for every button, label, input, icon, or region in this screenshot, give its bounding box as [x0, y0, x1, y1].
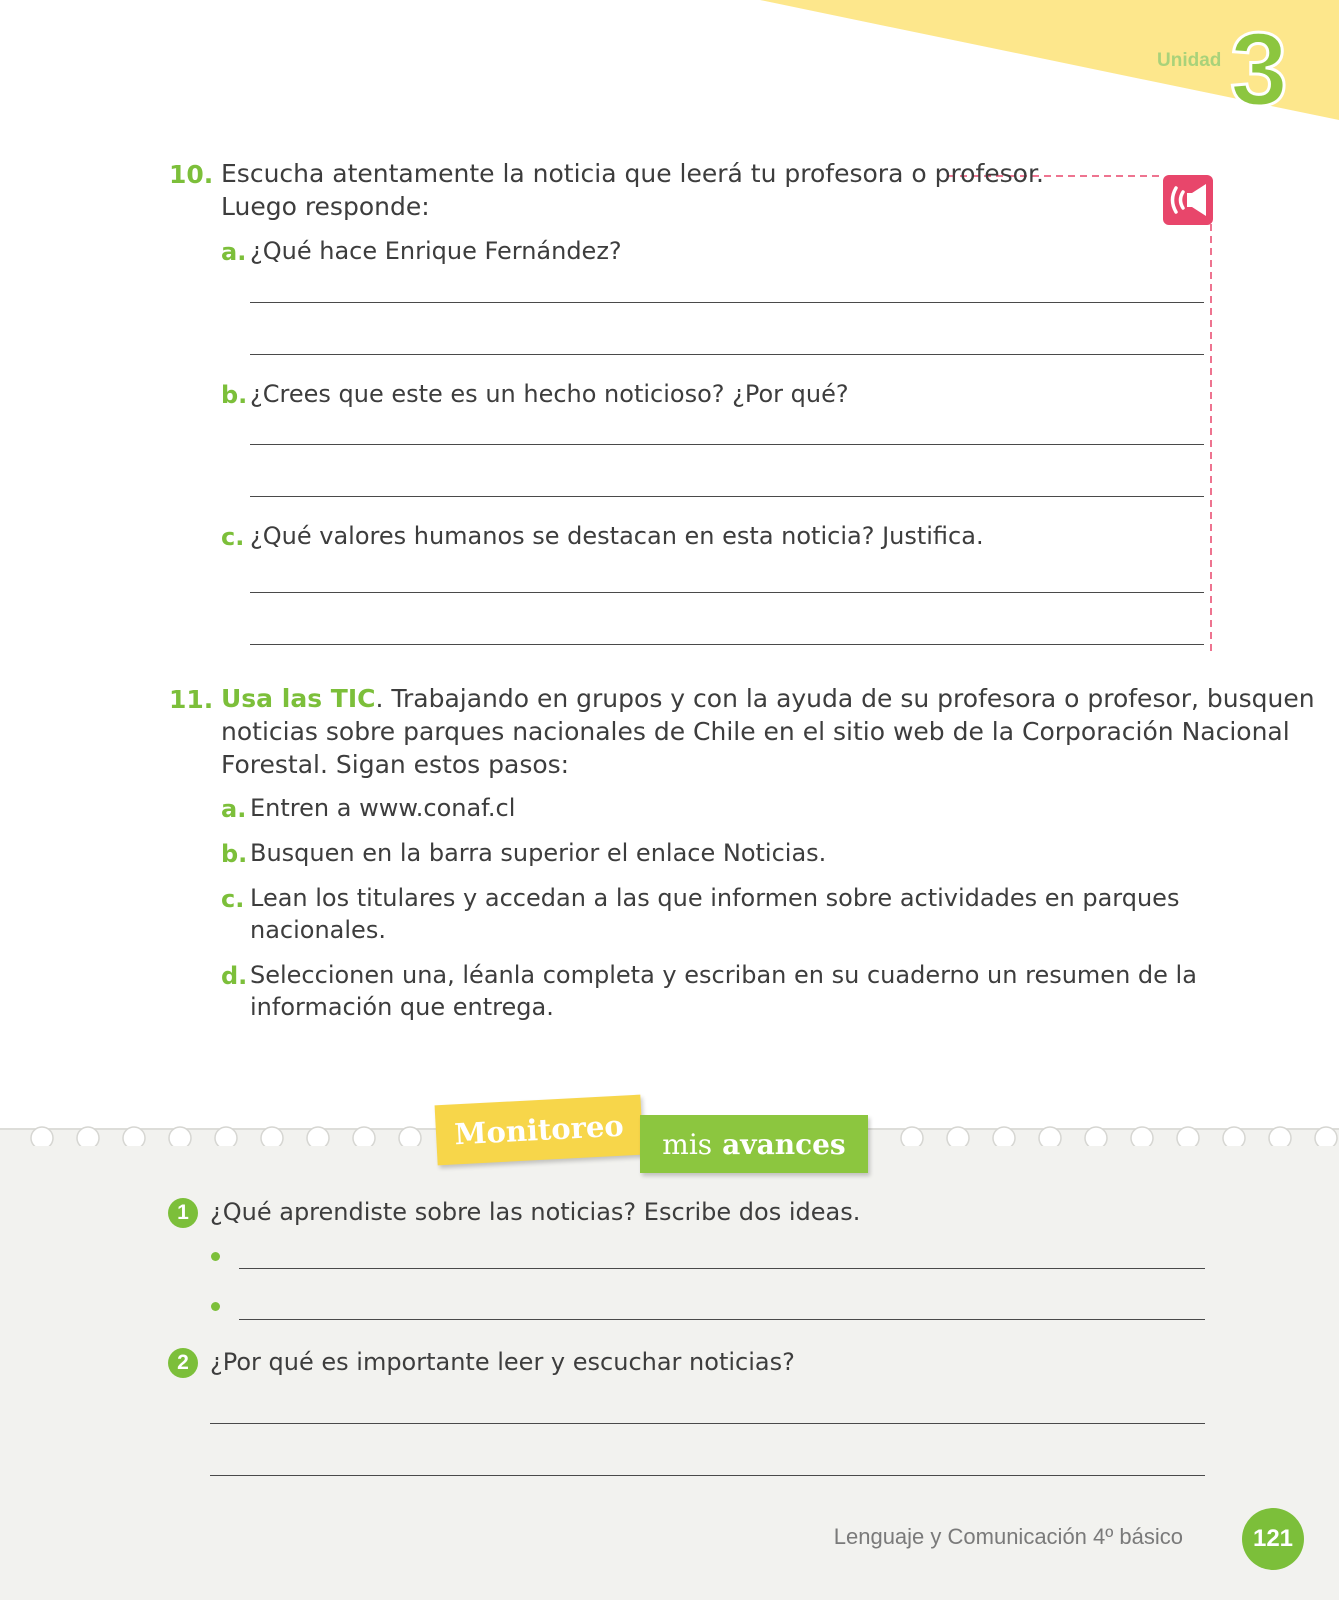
q11-step-b-text: Busquen en la barra superior el enlace Noticias. — [250, 839, 827, 867]
monitoreo-question-1-number: 1 — [168, 1198, 198, 1228]
mis-avances-tag-part2: avances — [722, 1127, 846, 1161]
unit-label: Unidad — [1157, 50, 1222, 71]
q11-step-a-letter: a. — [221, 795, 247, 823]
monitoreo-question-1-text: ¿Qué aprendiste sobre las noticias? Escribe dos ideas. — [210, 1198, 861, 1226]
q11-step-c-letter: c. — [221, 885, 245, 913]
answer-line[interactable] — [239, 1319, 1205, 1320]
tic-highlight: Usa las TIC — [221, 684, 376, 713]
footer-book-title: Lenguaje y Comunicación 4º básico — [833, 1524, 1183, 1549]
answer-line[interactable] — [250, 444, 1204, 445]
unit-number: 3 — [1230, 12, 1288, 128]
answer-line[interactable] — [250, 302, 1204, 303]
monitoreo-tag: Monitoreo — [435, 1095, 644, 1166]
question-10-text-line1: Escucha atentamente la noticia que leerá tu profesora o profesor. — [221, 159, 1044, 188]
question-11-number: 11. — [169, 685, 214, 714]
question-10-text-line2: Luego responde: — [221, 192, 430, 221]
answer-line[interactable] — [210, 1423, 1205, 1424]
q11-step-d-text-line2: información que entrega. — [250, 993, 554, 1021]
page-number: 121 — [1242, 1508, 1304, 1570]
audio-bracket — [0, 0, 1339, 680]
question-10-number: 10. — [169, 160, 214, 189]
question-11-text-line3: Forestal. Sigan estos pasos: — [221, 750, 570, 779]
question-11-text-line1-rest: . Trabajando en grupos y con la ayuda de su profesora o profesor, busquen — [375, 684, 1315, 713]
q11-step-b-letter: b. — [221, 840, 248, 868]
answer-line[interactable] — [210, 1475, 1205, 1476]
bullet-dot — [211, 1302, 220, 1311]
q10-item-a-text: ¿Qué hace Enrique Fernández? — [250, 237, 622, 265]
q11-step-d-text-line1: Seleccionen una, léanla completa y escriban en su cuaderno un resumen de la — [250, 961, 1197, 989]
q11-step-c-text-line2: nacionales. — [250, 916, 386, 944]
audio-speaker-icon[interactable] — [1162, 174, 1214, 226]
answer-line[interactable] — [250, 592, 1204, 593]
q11-step-a-text: Entren a www.conaf.cl — [250, 794, 516, 822]
monitoreo-question-2-text: ¿Por qué es importante leer y escuchar noticias? — [210, 1348, 795, 1376]
monitoreo-question-2-number: 2 — [168, 1348, 198, 1378]
q10-item-c-letter: c. — [221, 523, 245, 551]
answer-line[interactable] — [250, 496, 1204, 497]
question-11-text-line1 — [221, 682, 1315, 715]
question-11-text-line2: noticias sobre parques nacionales de Chile en el sitio web de la Corporación Nacional — [221, 717, 1290, 746]
q10-item-a-letter: a. — [221, 238, 247, 266]
mis-avances-tag — [640, 1115, 868, 1173]
q10-item-b-letter: b. — [221, 381, 248, 409]
q11-step-c-text-line1: Lean los titulares y accedan a las que informen sobre actividades en parques — [250, 884, 1180, 912]
mis-avances-tag-part1: mis — [662, 1127, 713, 1161]
bullet-dot — [211, 1252, 220, 1261]
answer-line[interactable] — [239, 1268, 1205, 1269]
q10-item-c-text: ¿Qué valores humanos se destacan en esta noticia? Justifica. — [250, 522, 984, 550]
answer-line[interactable] — [250, 354, 1204, 355]
q11-step-d-letter: d. — [221, 962, 248, 990]
q10-item-b-text: ¿Crees que este es un hecho noticioso? ¿Por qué? — [250, 380, 849, 408]
answer-line[interactable] — [250, 644, 1204, 645]
